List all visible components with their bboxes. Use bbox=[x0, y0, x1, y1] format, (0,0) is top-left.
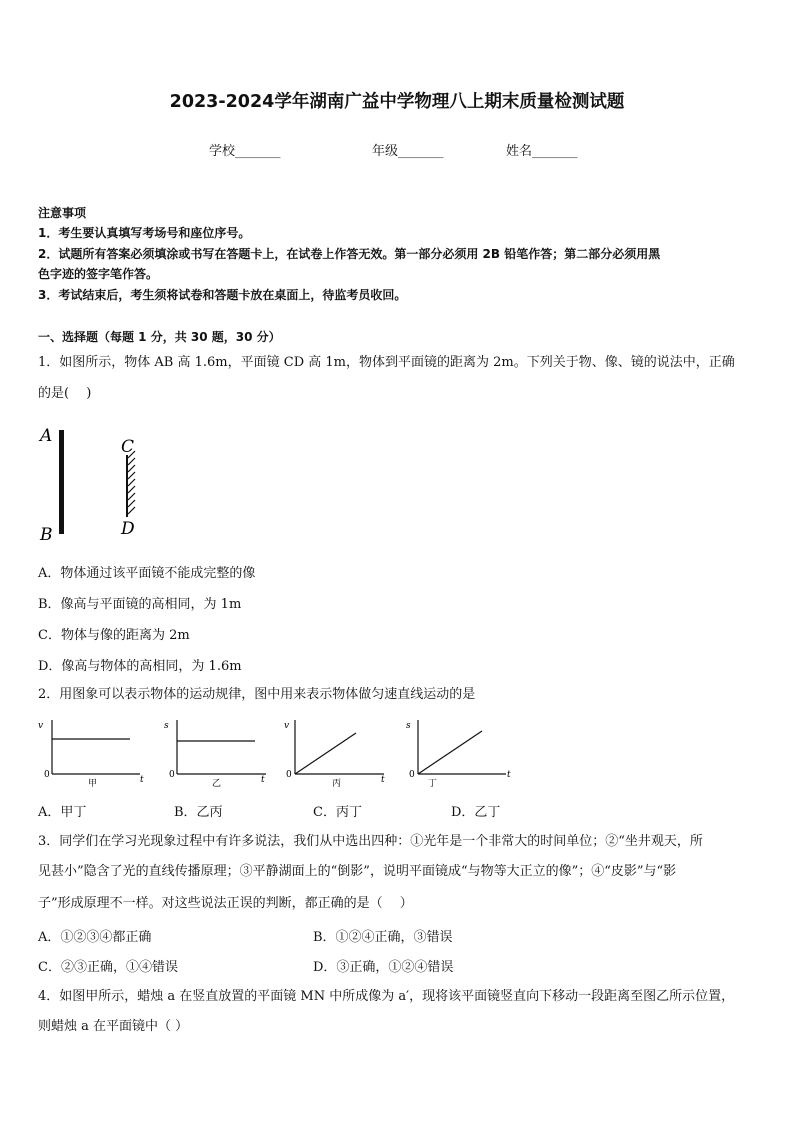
q4-stem-line1: 4．如图甲所示，蜡烛 a 在竖直放置的平面镜 MN 中所成像为 a′，现将该平面镜竖直向下移动一段距离至图乙所示位置， bbox=[38, 989, 735, 1004]
graph-jia-ylabel: v bbox=[38, 721, 44, 731]
grade-field: 年级_______ bbox=[372, 144, 444, 159]
notice-item-1: 1．考生要认真填写考场号和座位序号。 bbox=[38, 226, 251, 240]
graph-jia-origin: 0 bbox=[44, 770, 50, 780]
section-heading: 一、选择题（每题 1 分，共 30 题，30 分） bbox=[38, 330, 281, 344]
graph-ding-origin: 0 bbox=[409, 770, 415, 780]
page-title: 2023-2024学年湖南广益中学物理八上期末质量检测试题 bbox=[169, 92, 625, 112]
q2-option-d: D．乙丁 bbox=[451, 805, 501, 820]
q3-option-c: C．②③正确，①④错误 bbox=[38, 960, 178, 975]
q3-option-d: D．③正确，①②④错误 bbox=[313, 960, 454, 975]
q1-option-c: C．物体与像的距离为 2m bbox=[38, 628, 190, 643]
graph-yi-xlabel: t bbox=[261, 775, 265, 785]
q1-option-d: D．像高与物体的高相同，为 1.6m bbox=[38, 659, 242, 674]
graph-jia-caption: 甲 bbox=[88, 779, 98, 789]
q1-stem-line2: 的是( ) bbox=[38, 386, 92, 401]
graph-ding-xlabel: t bbox=[507, 770, 511, 780]
label-a: A bbox=[40, 426, 53, 446]
q3-stem-line2: 见甚小”隐含了光的直线传播原理；③平静湖面上的“倒影”，说明平面镜成“与物等大正立的像”；④“皮影”与“影 bbox=[38, 864, 677, 879]
q2-option-c: C．丙丁 bbox=[313, 805, 362, 820]
notice-item-2-cont: 色字迹的签字笔作答。 bbox=[38, 267, 159, 281]
q3-stem-line1: 3．同学们在学习光现象过程中有许多说法，我们从中选出四种：①光年是一个非常大的时间单位；②“坐井观天，所 bbox=[38, 834, 703, 849]
graph-ding-ylabel: s bbox=[406, 721, 411, 731]
q1-option-a: A．物体通过该平面镜不能成完整的像 bbox=[38, 566, 256, 581]
q2-option-a: A．甲丁 bbox=[38, 805, 87, 820]
q2-option-b: B．乙丙 bbox=[174, 805, 223, 820]
graph-yi-ylabel: s bbox=[164, 721, 169, 731]
q3-option-b: B．①②④正确，③错误 bbox=[313, 930, 453, 945]
label-d: D bbox=[121, 519, 135, 539]
graph-jia bbox=[36, 716, 148, 790]
q1-stem-line1: 1．如图所示，物体 AB 高 1.6m，平面镜 CD 高 1m，物体到平面镜的距离为 2m。下列关于物、像、镜的说法中，正确 bbox=[38, 355, 735, 370]
mirror-hatching bbox=[128, 451, 135, 514]
q3-option-a: A．①②③④都正确 bbox=[38, 930, 152, 945]
name-field: 姓名_______ bbox=[506, 144, 578, 159]
notice-item-3: 3．考试结束后，考生须将试卷和答题卡放在桌面上，待监考员收回。 bbox=[38, 288, 407, 302]
q2-stem: 2．用图象可以表示物体的运动规律，图中用来表示物体做匀速直线运动的是 bbox=[38, 687, 476, 702]
graph-bing-xlabel: t bbox=[381, 775, 385, 785]
graph-bing-caption: 丙 bbox=[332, 779, 342, 789]
graph-ding-line bbox=[418, 731, 482, 774]
q1-option-b: B．像高与平面镜的高相同，为 1m bbox=[38, 597, 242, 612]
graph-yi-origin: 0 bbox=[169, 770, 175, 780]
graph-bing-origin: 0 bbox=[286, 770, 292, 780]
graph-ding-caption: 丁 bbox=[428, 779, 438, 789]
graph-yi bbox=[160, 716, 272, 790]
graph-yi-caption: 乙 bbox=[212, 779, 222, 789]
graph-ding bbox=[402, 716, 518, 790]
graph-bing-line bbox=[295, 733, 356, 774]
notice-heading: 注意事项 bbox=[38, 206, 87, 220]
school-field: 学校_______ bbox=[209, 144, 281, 159]
q4-stem-line2: 则蜡烛 a 在平面镜中（ ） bbox=[38, 1019, 189, 1034]
q3-stem-line3: 子”形成原理不一样。对这些说法正误的判断，都正确的是（ ） bbox=[38, 896, 413, 911]
notice-item-2: 2．试题所有答案必须填涂或书写在答题卡上，在试卷上作答无效。第一部分必须用 2B 铅笔作答；第二部分必须用黑 bbox=[38, 247, 661, 261]
label-b: B bbox=[40, 525, 53, 545]
graph-bing bbox=[280, 716, 392, 790]
q1-mirror-figure bbox=[36, 422, 156, 550]
graph-jia-xlabel: t bbox=[140, 775, 144, 785]
object-ab bbox=[59, 430, 64, 534]
label-c: C bbox=[121, 437, 135, 457]
graph-bing-ylabel: v bbox=[284, 721, 290, 731]
